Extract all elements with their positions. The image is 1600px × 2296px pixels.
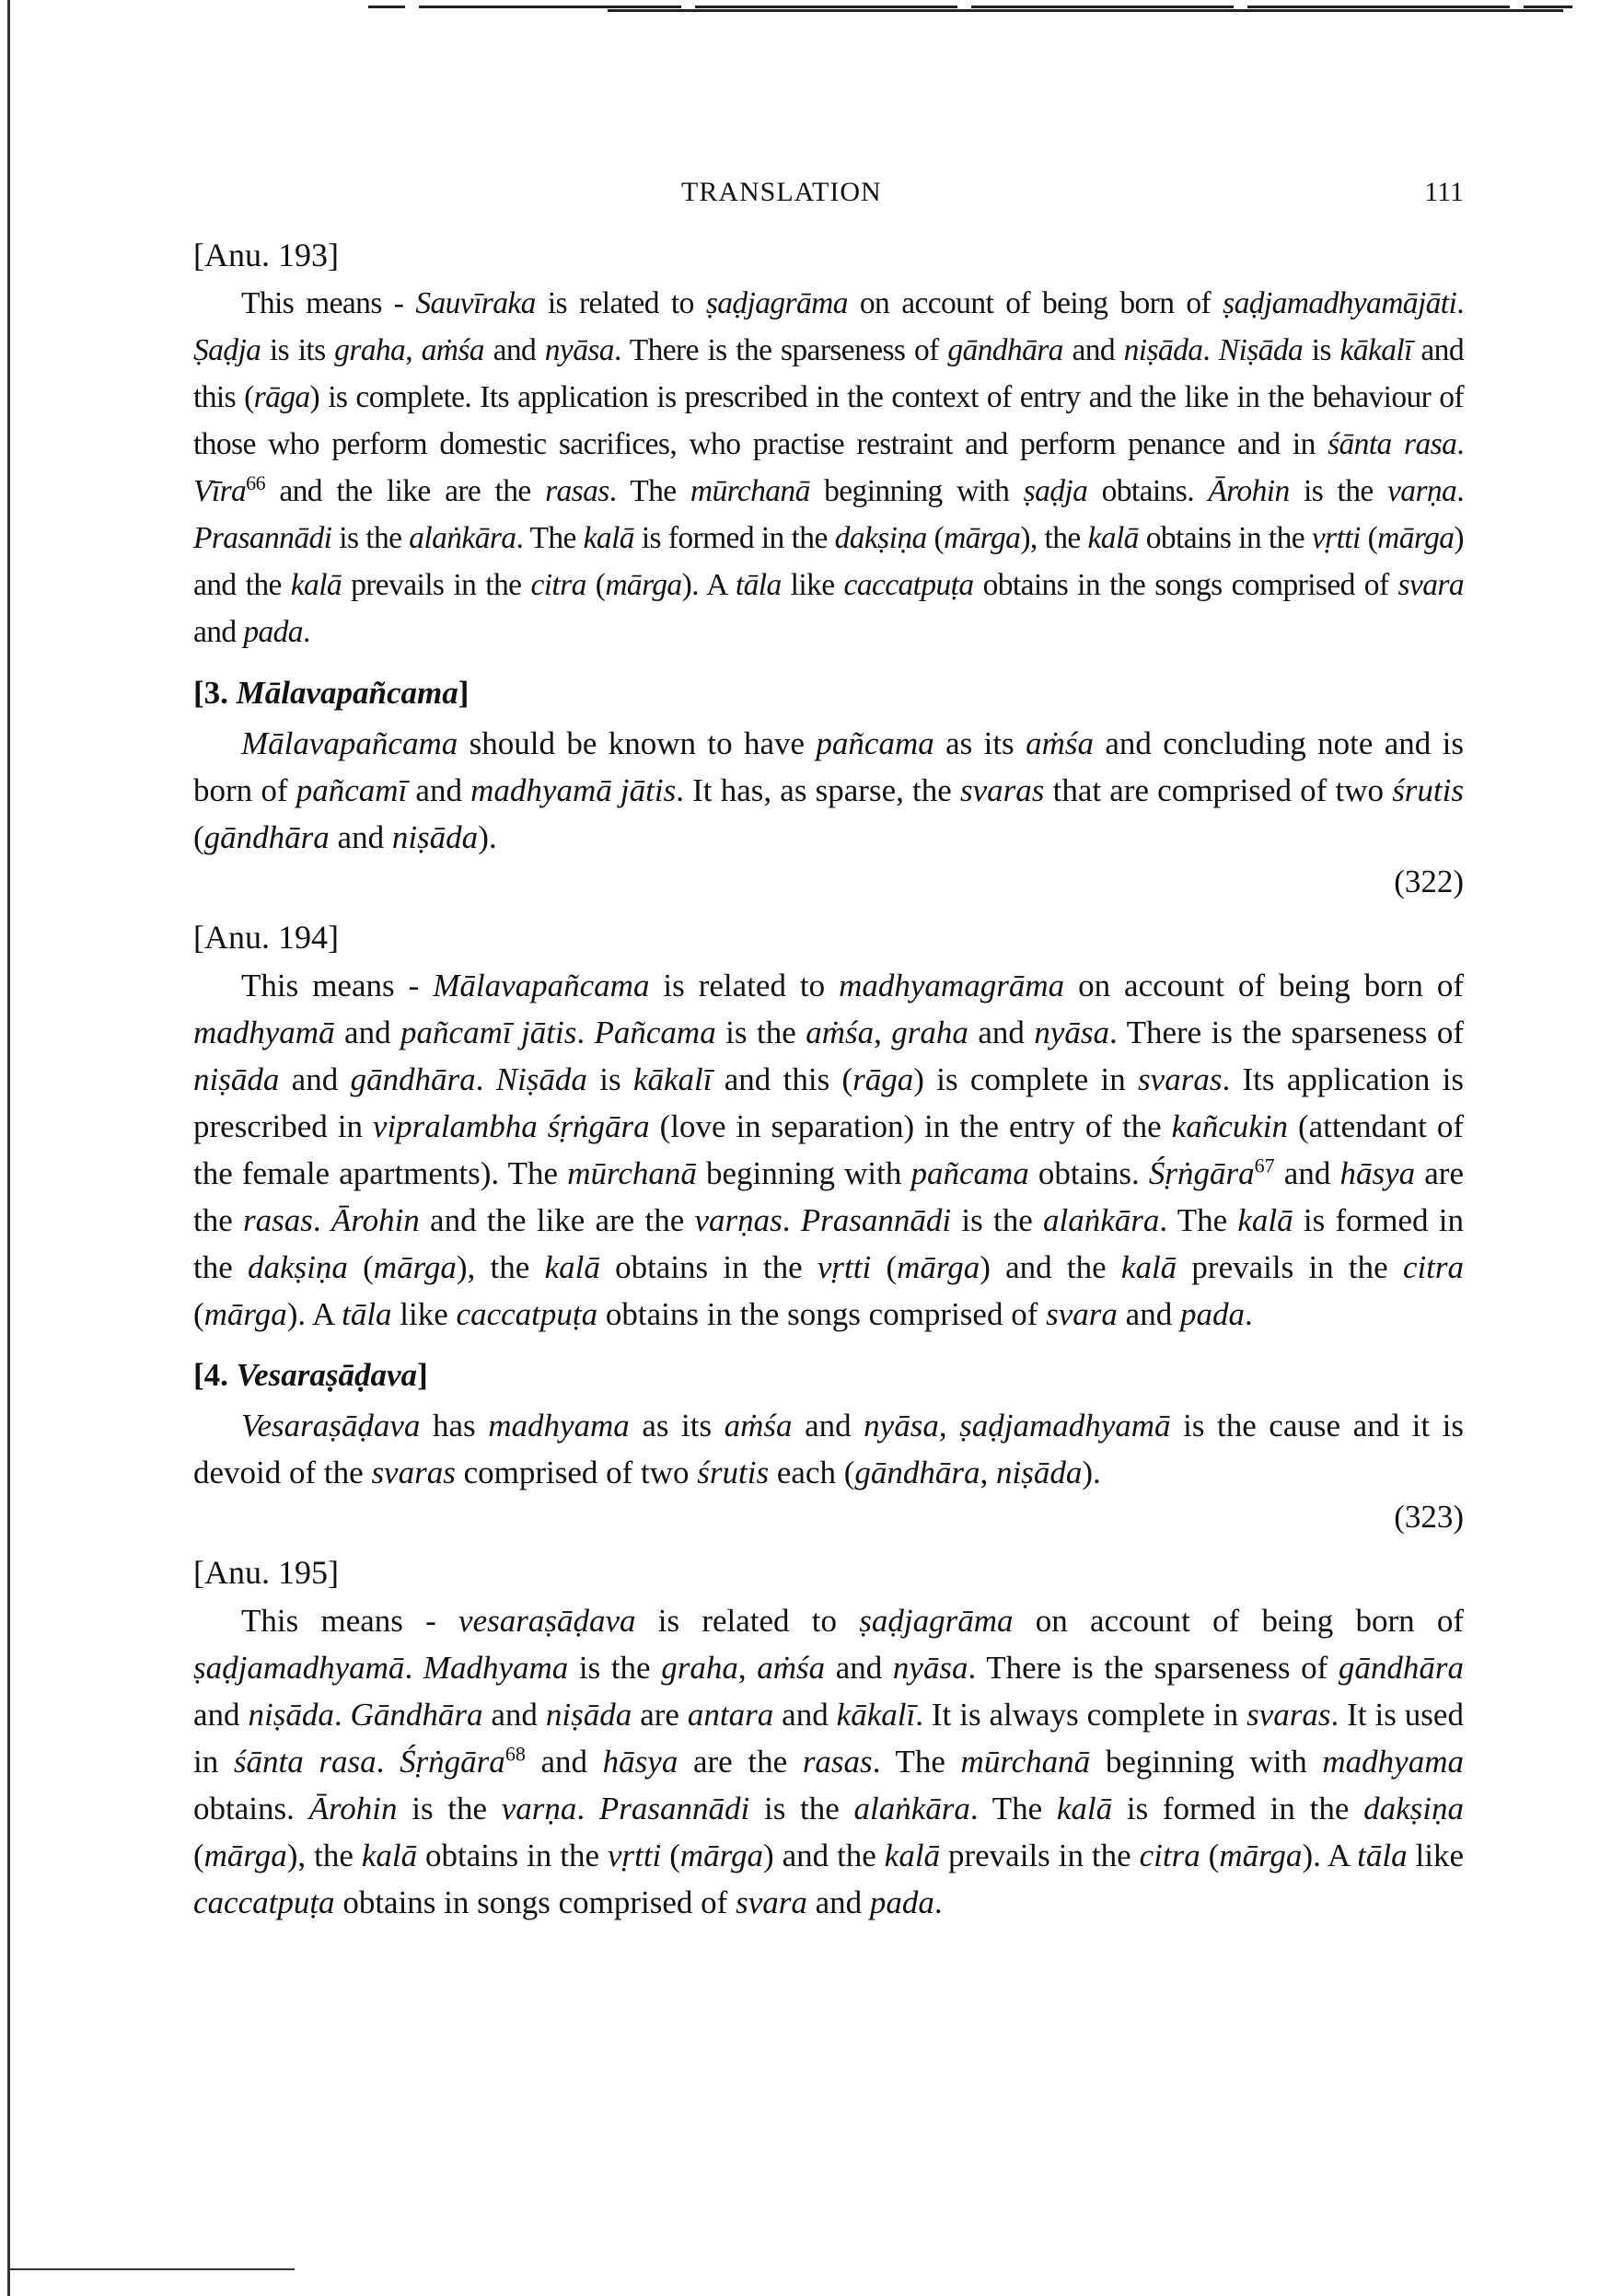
italic-term: kalā (1120, 1249, 1177, 1285)
italic-term: śānta rasa (233, 1744, 377, 1780)
italic-term: kalā (583, 521, 634, 555)
italic-term: Prasannādi (800, 1202, 952, 1238)
italic-term: rasas (243, 1202, 313, 1238)
italic-term: Sauvīraka (415, 286, 536, 320)
commentary-paragraph: This means - Sauvīraka is related to ṣaḍjagrāma on account of being born of ṣaḍjamadhyamājāti. Ṣaḍja is its graha, aṁśa and nyāsa. There is the sparseness of gāndhāra and niṣāda. Niṣāda is kākalī and this (rāga) is complete. Its application is prescribed in the context of entry and the like in the behaviour of those who perform domestic sacrifices, who practise restraint and perform penance and in śānta rasa. Vīra$^{66}$ and the like are the rasas. The mūrchanā beginning with ṣaḍja obtains. Ārohin is the varṇa. Prasannādi is the alaṅkāra. The kalā is formed in the dakṣiṇa (mārga), the kalā obtains in the vṛtti (mārga) and the kalā prevails in the citra (mārga). A tāla like caccatpuṭa obtains in the songs comprised of svara and pada. (193, 286, 1464, 649)
page-number: 111 (1424, 177, 1464, 207)
italic-term: mārga (1219, 1838, 1303, 1873)
italic-term: caccatpuṭa (843, 568, 974, 602)
italic-term: niṣāda (545, 1697, 632, 1733)
italic-term: pada (1179, 1296, 1245, 1332)
italic-term: Prasannādi (598, 1791, 750, 1826)
anu-reference: [Anu. 193] (193, 237, 339, 273)
italic-term: antara (687, 1697, 774, 1733)
italic-term: graha (891, 1015, 968, 1050)
footnote-marker: 68 (504, 1742, 526, 1766)
italic-term: Ārohin (308, 1791, 398, 1826)
italic-term: hāsya (602, 1744, 678, 1780)
italic-term: madhyama (1322, 1744, 1464, 1780)
italic-term: gāndhāra (350, 1061, 476, 1097)
italic-term: Śṛṅgāra (1148, 1155, 1255, 1191)
italic-term: dakṣiṇa (1363, 1791, 1464, 1826)
italic-term: niṣāda (996, 1455, 1083, 1490)
italic-term: śānta rasa (1328, 427, 1457, 461)
italic-term: graha (661, 1650, 738, 1686)
italic-term: citra (530, 568, 586, 602)
italic-term: madhyamā (193, 1015, 335, 1050)
italic-term: niṣāda (1123, 333, 1203, 367)
italic-term: gāndhāra (854, 1455, 980, 1490)
italic-term: ṣaḍjamadhyamājāti (1223, 286, 1457, 320)
italic-term: kalā (884, 1838, 941, 1873)
italic-term: Vesaraṣāḍava (236, 1357, 418, 1393)
italic-term: graha (334, 333, 406, 367)
italic-term: aṁśa (724, 1408, 793, 1444)
italic-term: vṛtti (1311, 521, 1361, 555)
italic-term: vṛtti (607, 1838, 662, 1873)
italic-term: nyāsa (544, 333, 614, 367)
italic-term: kākalī (836, 1697, 916, 1733)
italic-term: tāla (1357, 1838, 1408, 1873)
italic-term: pañcama (816, 725, 934, 761)
italic-term: mārga (203, 1296, 287, 1332)
italic-term: Mālavapañcama (241, 725, 458, 761)
italic-term: aṁśa (1026, 725, 1094, 761)
italic-term: Śṛṅgāra (400, 1744, 505, 1780)
italic-term: kalā (1237, 1202, 1293, 1238)
italic-term: pañcamī (296, 772, 408, 808)
italic-term: mārga (944, 521, 1021, 555)
italic-term: gāndhāra (1338, 1650, 1464, 1686)
italic-term: Prasannādi (193, 521, 332, 555)
italic-term: varṇa (501, 1791, 577, 1826)
italic-term: varṇa (1387, 474, 1457, 508)
italic-term: rasas (545, 474, 609, 508)
italic-term: alaṅkāra (853, 1791, 970, 1826)
italic-term: pañcama (910, 1155, 1029, 1191)
italic-term: caccatpuṭa (193, 1884, 335, 1920)
italic-term: ṣaḍjagrāma (859, 1603, 1014, 1639)
italic-term: Pañcama (594, 1015, 716, 1050)
italic-term: Vīra (193, 474, 247, 508)
italic-term: hāsya (1339, 1155, 1416, 1191)
italic-term: pada (869, 1884, 934, 1920)
verse-text: Mālavapañcama should be known to have pañcama as its aṁśa and concluding note and is born of pañcamī and madhyamā jātis. It has, as sparse, the svaras that are comprised of two śrutis (gāndhāra and niṣāda). (193, 725, 1465, 855)
anu-reference: [Anu. 194] (193, 919, 339, 956)
italic-term: Gāndhāra (350, 1697, 483, 1733)
scan-artifact-top-rule (608, 9, 1563, 12)
italic-term: niṣāda (193, 1061, 280, 1097)
commentary-paragraph: This means - vesaraṣāḍava is related to ṣaḍjagrāma on account of being born of ṣaḍjamadhyamā. Madhyama is the graha, aṁśa and nyāsa. There is the sparseness of gāndhāra and niṣāda. Gāndhāra and niṣāda are antara and kākalī. It is always complete in svaras. It is used in śānta rasa. Śṛṅgāra$^{68}$ and hāsya are the rasas. The mūrchanā beginning with madhyama obtains. Ārohin is the varṇa. Prasannādi is the alaṅkāra. The kalā is formed in the dakṣiṇa (mārga), the kalā obtains in the vṛtti (mārga) and the kalā prevails in the citra (mārga). A tāla like caccatpuṭa obtains in songs comprised of svara and pada. (193, 1603, 1465, 1920)
italic-term: svaras (371, 1455, 456, 1490)
italic-term: mūrchanā (567, 1155, 697, 1191)
verse-number: (323) (1394, 1499, 1464, 1535)
raga-heading: [4. Vesaraṣāḍava] (193, 1357, 428, 1393)
italic-term: kākalī (1339, 333, 1412, 367)
italic-term: svaras (1246, 1697, 1331, 1733)
italic-term: mārga (897, 1249, 980, 1285)
italic-term: ṣaḍjagrāma (705, 286, 848, 320)
italic-term: Niṣāda (495, 1061, 587, 1097)
italic-term: kalā (1087, 521, 1139, 555)
italic-term: mārga (605, 568, 682, 602)
running-title: TRANSLATION (681, 177, 882, 207)
italic-term: tāla (342, 1296, 392, 1332)
italic-term: mārga (373, 1249, 457, 1285)
commentary-paragraph: This means - Mālavapañcama is related to madhyamagrāma on account of being born of madhyamā and pañcamī jātis. Pañcama is the aṁśa, graha and nyāsa. There is the sparseness of niṣāda and gāndhāra. Niṣāda is kākalī and this (rāga) is complete in svaras. Its application is prescribed in vipralambha śṛṅgāra (love in separation) in the entry of the kañcukin (attendant of the female apartments). The mūrchanā beginning with pañcama obtains. Śṛṅgāra$^{67}$ and hāsya are the rasas. Ārohin and the like are the varṇas. Prasannādi is the alaṅkāra. The kalā is formed in the dakṣiṇa (mārga), the kalā obtains in the vṛtti (mārga) and the kalā prevails in the citra (mārga). A tāla like caccatpuṭa obtains in the songs comprised of svara and pada. (193, 968, 1465, 1332)
italic-term: svara (1397, 568, 1464, 602)
italic-term: madhyama (488, 1408, 630, 1444)
italic-term: madhyamā jātis (470, 772, 677, 808)
italic-term: citra (1139, 1838, 1200, 1873)
italic-term: rasas (802, 1744, 873, 1780)
footnote-marker: 67 (1254, 1154, 1275, 1177)
italic-term: śrutis (697, 1455, 770, 1490)
italic-term: Mālavapañcama (433, 968, 650, 1003)
italic-term: vesaraṣāḍava (458, 1603, 636, 1639)
scan-artifact-bottom (9, 2268, 295, 2270)
italic-term: caccatpuṭa (456, 1296, 598, 1332)
italic-term: mārga (203, 1838, 287, 1873)
italic-term: śrutis (1392, 772, 1464, 808)
italic-term: alaṅkāra (409, 521, 516, 555)
italic-term: ṣaḍja (1023, 474, 1088, 508)
italic-term: madhyamagrāma (839, 968, 1065, 1003)
italic-term: kalā (544, 1249, 600, 1285)
italic-term: aṁśa (806, 1015, 875, 1050)
italic-term: vṛtti (817, 1249, 872, 1285)
italic-term: kalā (290, 568, 342, 602)
italic-term: nyāsa (892, 1650, 968, 1686)
italic-term: Niṣāda (1218, 333, 1304, 367)
raga-heading: [3. Mālavapañcama] (193, 675, 470, 711)
italic-term: kañcukin (1171, 1108, 1288, 1144)
italic-term: rāga (852, 1061, 914, 1097)
italic-term: dakṣiṇa (834, 521, 927, 555)
italic-term: Ārohin (1208, 474, 1290, 508)
scan-artifact-left-edge (7, 0, 10, 2296)
italic-term: Mālavapañcama (236, 675, 458, 711)
italic-term: gāndhāra (947, 333, 1063, 367)
italic-term: mārga (679, 1838, 763, 1873)
italic-term: vipralambha śṛṅgāra (372, 1108, 650, 1144)
italic-term: aṁśa (421, 333, 484, 367)
document-page (193, 166, 1464, 1926)
italic-term: Vesaraṣāḍava (241, 1408, 421, 1444)
italic-term: Madhyama (423, 1650, 569, 1686)
italic-term: citra (1402, 1249, 1465, 1285)
italic-term: gāndhāra (203, 819, 330, 855)
italic-term: kākalī (632, 1061, 713, 1097)
scan-artifact-top (368, 6, 1572, 8)
italic-term: alaṅkāra (1042, 1202, 1160, 1238)
italic-term: svara (1046, 1296, 1118, 1332)
italic-term: aṁśa (757, 1650, 826, 1686)
italic-term: dakṣiṇa (248, 1249, 348, 1285)
italic-term: niṣāda (248, 1697, 334, 1733)
italic-term: pañcamī jātis (400, 1015, 577, 1050)
italic-term: svara (736, 1884, 807, 1920)
italic-term: niṣāda (391, 819, 479, 855)
italic-term: nyāsa (864, 1408, 939, 1444)
italic-term: Ārohin (330, 1202, 420, 1238)
italic-term: svaras (960, 772, 1045, 808)
anu-reference: [Anu. 195] (193, 1554, 339, 1591)
running-head (193, 166, 1464, 221)
verse-text: Vesaraṣāḍava has madhyama as its aṁśa and nyāsa, ṣaḍjamadhyamā is the cause and it is devoid of the svaras comprised of two śrutis each (gāndhāra, niṣāda). (193, 1408, 1464, 1490)
footnote-marker: 66 (246, 470, 265, 494)
italic-term: kalā (361, 1838, 418, 1873)
italic-term: mūrchanā (960, 1744, 1091, 1780)
italic-term: Ṣaḍja (193, 333, 261, 367)
italic-term: ṣaḍjamadhyamā (959, 1408, 1171, 1444)
italic-term: pada (243, 615, 303, 649)
italic-term: kalā (1056, 1791, 1113, 1826)
italic-term: mūrchanā (690, 474, 810, 508)
italic-term: rāga (253, 380, 310, 414)
italic-term: nyāsa (1034, 1015, 1110, 1050)
italic-term: svaras (1138, 1061, 1223, 1097)
verse-number: (322) (1394, 864, 1464, 899)
italic-term: mārga (1377, 521, 1455, 555)
italic-term: ṣaḍjamadhyamā (193, 1650, 405, 1686)
italic-term: tāla (735, 568, 782, 602)
italic-term: varṇas (694, 1202, 783, 1238)
